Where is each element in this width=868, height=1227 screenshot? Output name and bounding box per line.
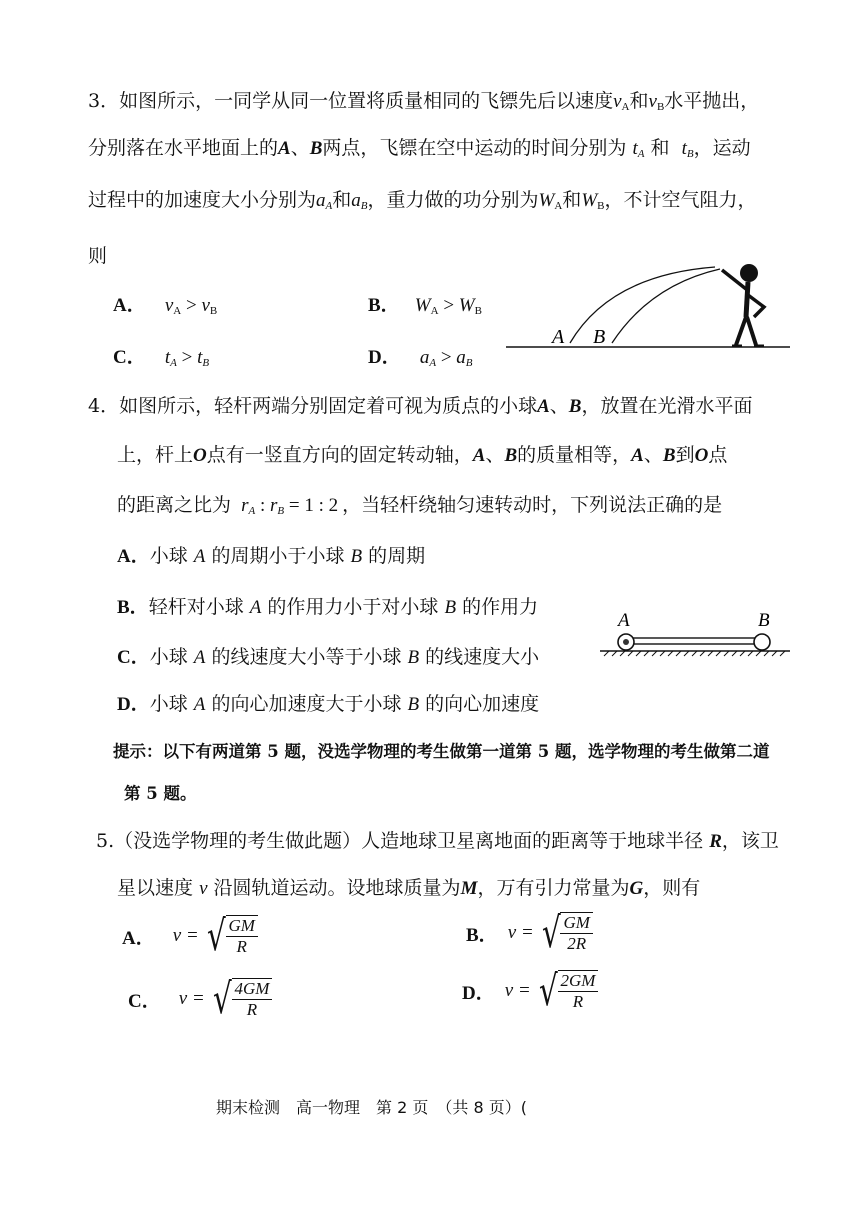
trajectory-b: [612, 269, 720, 343]
q3-line2: 分别落在水平地面上的A、B两点，飞镖在空中运动的时间分别为 $t_A$ 和 $t_B$，运动: [88, 137, 751, 160]
q4-option-a: A．小球 A 的周期小于小球 B 的周期: [117, 545, 426, 567]
person-arm-hip: [748, 295, 764, 317]
q5-option-b: B． v = √ $\frac{GM}{2R}$: [466, 912, 593, 954]
trajectory-a: [570, 267, 715, 343]
q3-line4: 则: [88, 245, 108, 267]
hint-line1: 提示：以下有两道第 5 题，没选学物理的考生做第一道第 5 题，选学物理的考生做第二道: [113, 742, 770, 761]
q5-option-d: D． v = √ $\frac{2GM}{R}$: [462, 970, 598, 1012]
ball-b: [754, 634, 770, 650]
q3-option-a: A． $v_A > v_B$: [113, 295, 218, 317]
q3-line1: 3．如图所示，一同学从同一位置将质量相同的飞镖先后以速度$v_A$和$v_B$水平抛出，: [88, 90, 760, 113]
q4-option-b: B．轻杆对小球 A 的作用力小于对小球 B 的作用力: [117, 596, 539, 618]
q4-figure-label-b: B: [758, 610, 770, 631]
q3-option-c-expr: $t_A > t_B$: [164, 347, 210, 369]
q3-option-b: B． $W_A > W_B$: [368, 295, 482, 317]
q3-option-a-expr: $v_A > v_B$: [164, 295, 218, 317]
q3-option-d-expr: $a_A > a_B$: [419, 347, 473, 369]
q4-line3: 的距离之比为 $r_A$ : $r_B = 1$ : 2 ，当轻杆绕轴匀速转动时，下列说法正确的是: [117, 494, 723, 517]
q5-option-c: C． v = √ $\frac{4GM}{R}$: [128, 978, 272, 1020]
q3-option-c: C． $t_A > t_B$: [113, 347, 210, 369]
q4-line2: 上，杆上O点有一竖直方向的固定转动轴，A、B的质量相等，A、B到O点: [117, 444, 728, 466]
q3-figure-label-a: A: [552, 326, 565, 348]
person-leg-left: [736, 317, 746, 345]
page-footer: 期末检测 高一物理 第 2 页 （共 8 页）(: [216, 1098, 527, 1117]
person-head: [740, 264, 758, 282]
q4-rod-figure: [598, 608, 794, 666]
q3-option-b-expr: $W_A > W_B$: [414, 295, 482, 317]
q5-line1: 5.（没选学物理的考生做此题）人造地球卫星离地面的距离等于地球半径 R，该卫: [96, 830, 779, 852]
q3-option-d: D． $a_A > a_B$: [368, 347, 473, 369]
q4-option-c: C．小球 A 的线速度大小等于小球 B 的线速度大小: [117, 646, 540, 668]
q3-line3: 过程中的加速度大小分别为$a_A$和$a_B$，重力做的功分别为$W_A$和$W_B$，不计空气阻力，: [88, 189, 757, 212]
person-leg-right: [747, 317, 756, 345]
q3-dart-throw-figure: [500, 255, 800, 355]
light-rod: [628, 638, 758, 644]
q4-line1: 4．如图所示，轻杆两端分别固定着可视为质点的小球A、B，放置在光滑水平面: [88, 395, 753, 417]
q4-ratio: $r_A$ : $r_B = 1$ : 2: [241, 495, 339, 517]
q5-option-a: A． v = √ $\frac{GM}{R}$: [122, 915, 258, 957]
q4-figure-label-a: A: [618, 610, 630, 631]
hint-line2: 第 5 题。: [124, 784, 197, 803]
q5-line2: 星以速度 v 沿圆轨道运动。设地球质量为M，万有引力常量为G，则有: [117, 877, 701, 899]
q3-figure-label-b: B: [593, 326, 606, 348]
q4-option-d: D．小球 A 的向心加速度大于小球 B 的向心加速度: [117, 693, 540, 715]
